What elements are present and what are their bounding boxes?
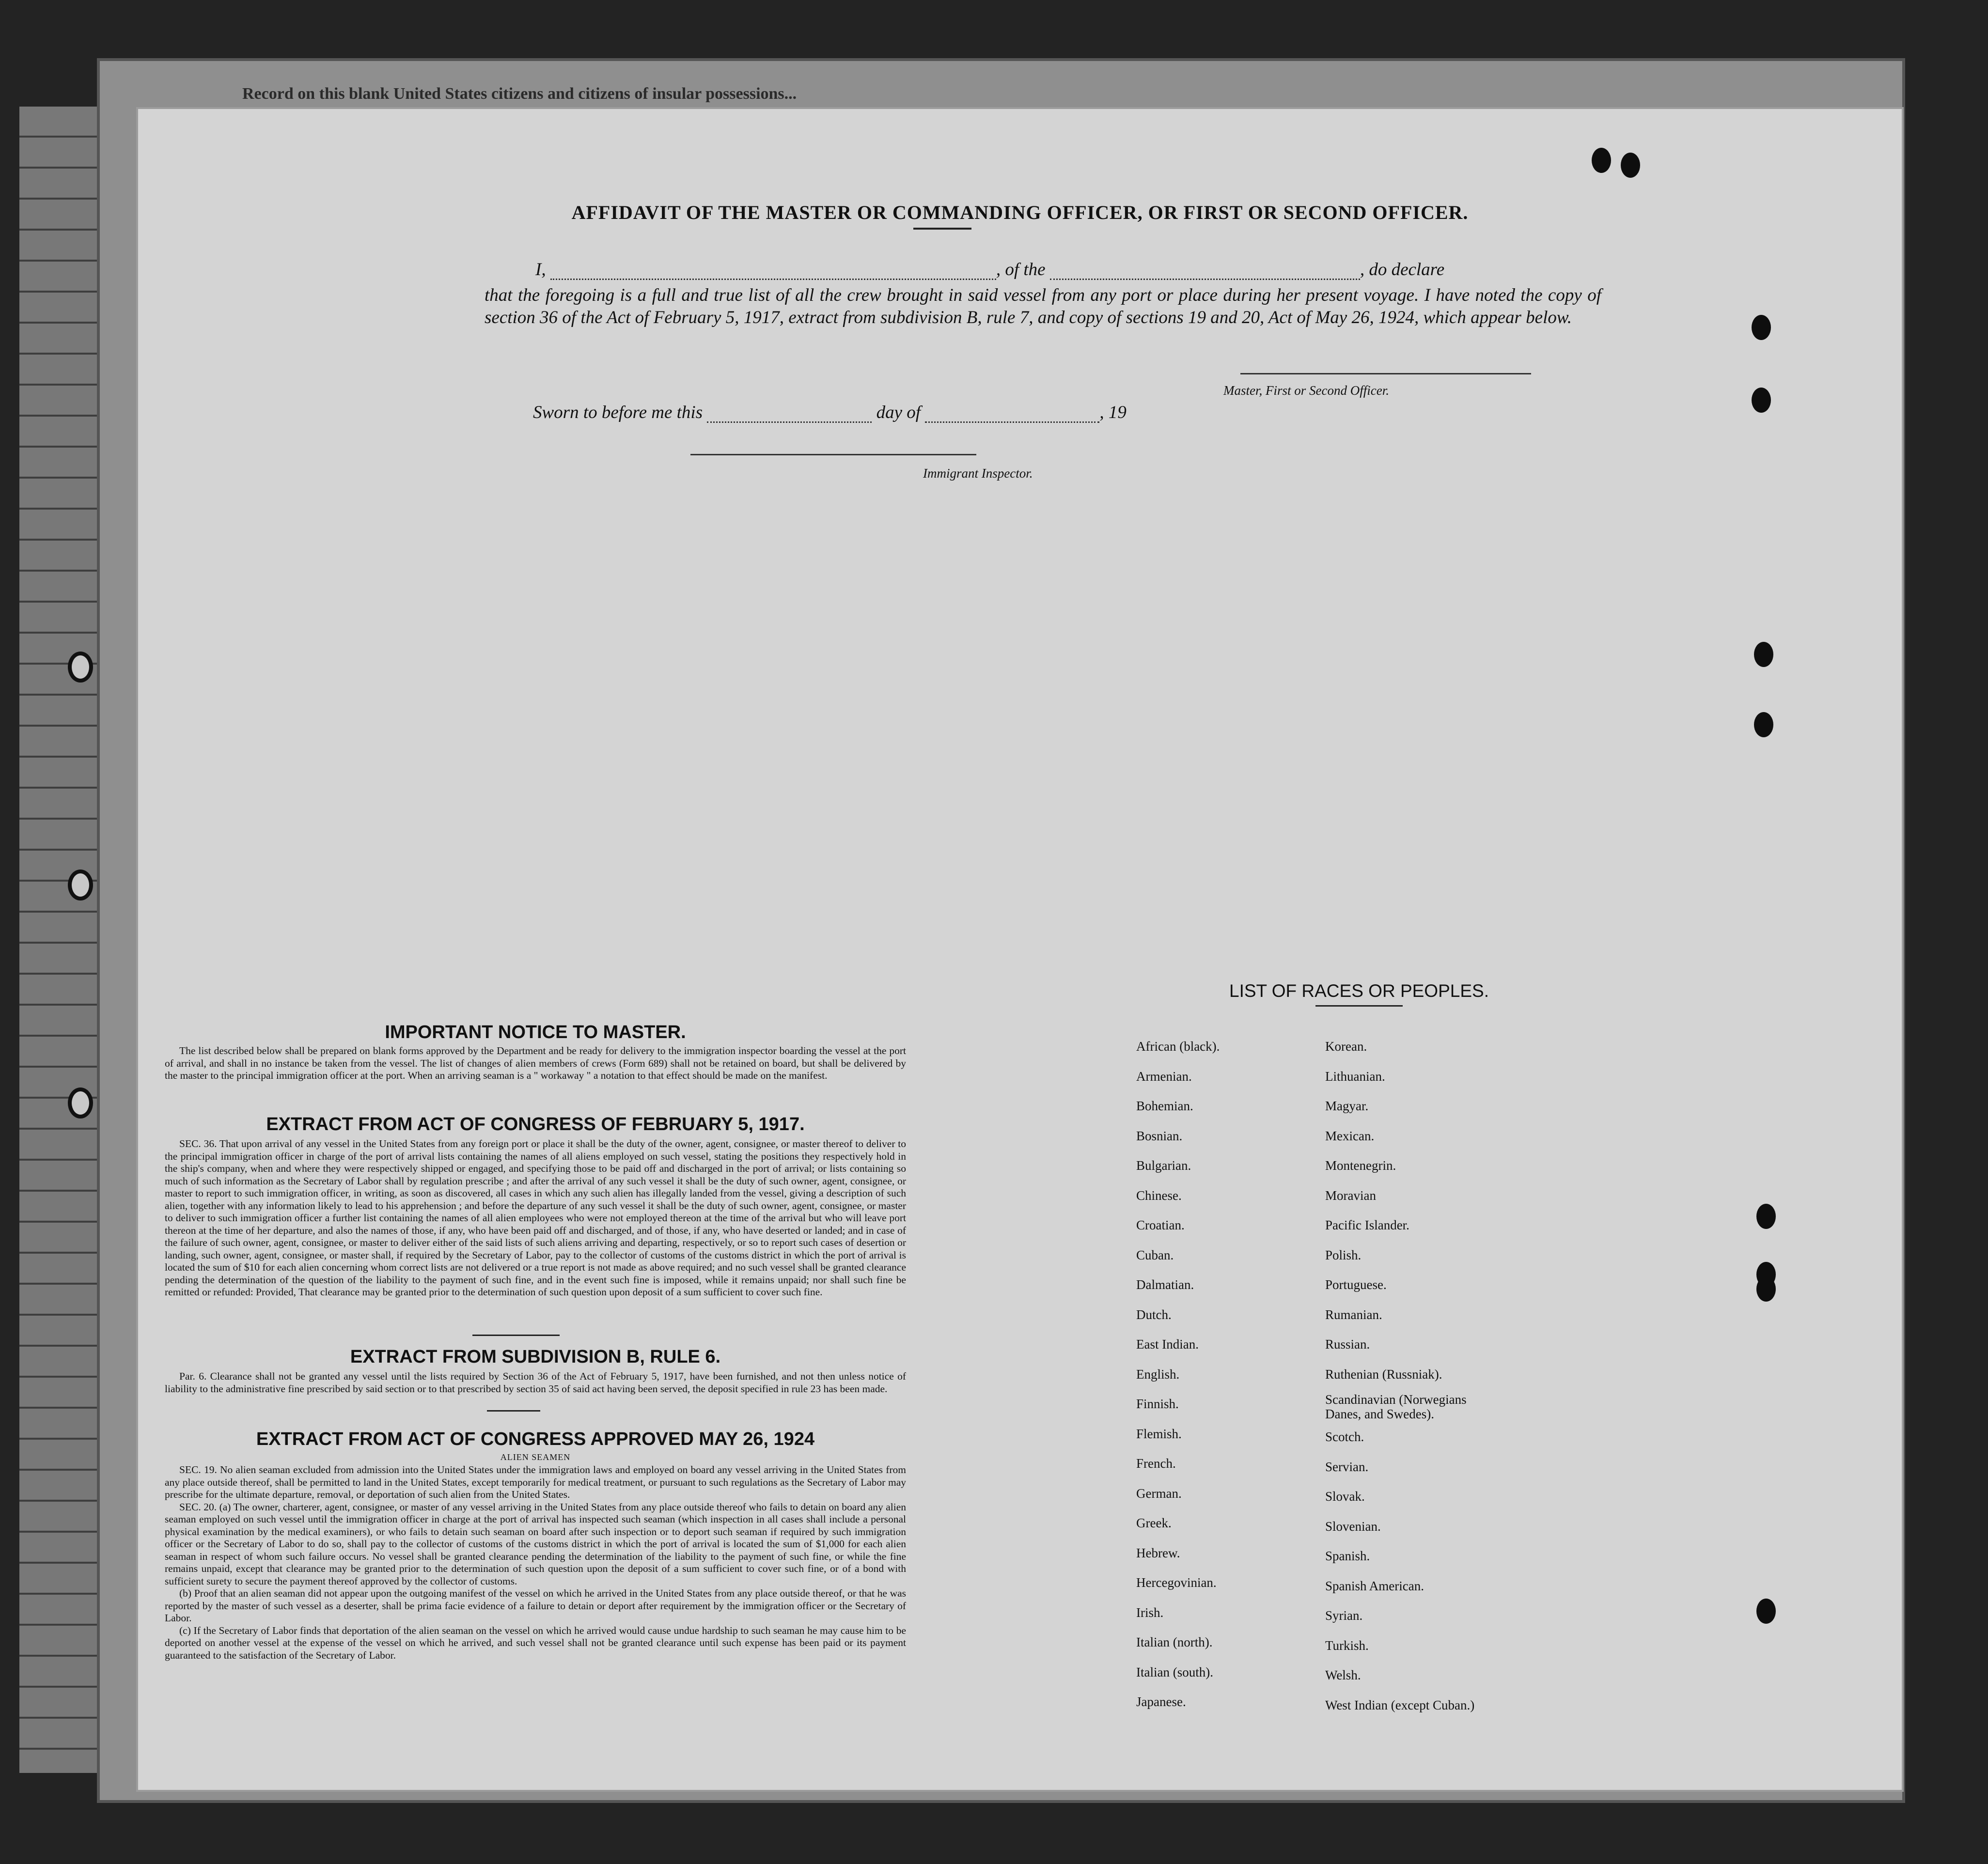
race-item: Flemish. — [1136, 1426, 1182, 1441]
race-item: East Indian. — [1136, 1337, 1199, 1351]
races-title-rule — [1315, 1005, 1403, 1007]
binder-hole — [1754, 642, 1773, 667]
binder-hole — [1752, 315, 1771, 340]
notice-title: IMPORTANT NOTICE TO MASTER. — [385, 1022, 686, 1042]
race-item: Korean. — [1325, 1039, 1367, 1054]
race-item: Ruthenian (Russniak). — [1325, 1367, 1442, 1382]
subdivision-title: EXTRACT FROM SUBDIVISION B, RULE 6. — [350, 1347, 721, 1367]
sworn-prefix: Sworn to before me this — [533, 403, 703, 422]
affidavit-body: that the foregoing is a full and true list of all the crew brought in said vessel from any port or place during her present voyage. I have noted the copy of section 36 of the Act of February 5, 1917, extract from subdivision B, rule 7, and copy of sections 19 and 20, Act of May 26, 1924, which appear below. — [485, 285, 1601, 327]
notice-text: The list described below shall be prepared on blank forms approved by the Department and be ready for delivery to the immigration inspector boarding the vessel at the port of arrival, and shall in no instance be taken from the vessel. The list of changes of alien members of crews (Form 689) shall not be retained on board, but shall be delivered by the master to the principal immigration officer at the port. When an arriving seaman is a " workaway " a notation to that effect should be made on the manifest. — [165, 1045, 906, 1081]
affidavit-page — [138, 109, 1902, 1790]
race-item: Spanish. — [1325, 1549, 1370, 1563]
race-item: African (black). — [1136, 1039, 1220, 1054]
race-item: Turkish. — [1325, 1638, 1369, 1653]
race-item: Scandinavian (Norwegians Danes, and Swedes). — [1325, 1392, 1467, 1421]
extract-1924-body — [165, 1464, 906, 1662]
race-item: Bosnian. — [1136, 1128, 1183, 1143]
extract-1917-body — [165, 1138, 906, 1299]
race-item: Rumanian. — [1325, 1307, 1382, 1322]
race-item: Greek. — [1136, 1516, 1172, 1530]
race-item: Irish. — [1136, 1605, 1164, 1620]
race-item: Montenegrin. — [1325, 1158, 1396, 1173]
sworn-line — [533, 402, 1260, 423]
race-item: Bulgarian. — [1136, 1158, 1191, 1173]
race-item: Syrian. — [1325, 1608, 1363, 1623]
race-item: Lithuanian. — [1325, 1069, 1385, 1084]
race-item: Pacific Islander. — [1325, 1218, 1409, 1232]
affidavit-title: AFFIDAVIT OF THE MASTER OR COMMANDING OFFICER, OR FIRST OR SECOND OFFICER. — [571, 202, 1469, 223]
sworn-date-field[interactable] — [707, 407, 872, 423]
binder-hole — [1756, 1204, 1776, 1229]
races-right-column — [1325, 1032, 1597, 1720]
race-item: Moravian — [1325, 1188, 1376, 1203]
race-item: Hebrew. — [1136, 1545, 1180, 1560]
inspector-signature-label: Immigrant Inspector. — [923, 466, 1033, 481]
binder-hole — [1756, 1276, 1776, 1302]
subdivision-text: Par. 6. Clearance shall not be granted any vessel until the lists required by Section 36 of the Act of February 5, 1917, have been furnished, and not then unless notice of liability to the administrative fine prescribed by said section or to that prescribed by section 35 of said act having been served, the deposit specified in rule 23 has been made. — [165, 1370, 906, 1395]
declarant-prefix: I, — [535, 260, 546, 280]
race-item: Finnish. — [1136, 1397, 1179, 1411]
race-item: Italian (north). — [1136, 1635, 1213, 1649]
race-item: Slovenian. — [1325, 1519, 1381, 1534]
extract-1917-text: SEC. 36. That upon arrival of any vessel in the United States from any foreign port or place it shall be the duty of the owner, agent, consignee, or master thereof to deliver to the principal immigration officer in charge of the port of arrival lists containing the names of all aliens employed on such vessel, stating the positions they respectively hold in the ship's company, when and where they were respectively shipped or engaged, and specifying those to be paid off and discharged in the port of arrival; or lists containing so much of such information as the Secretary of Labor shall by regulation prescribe ; and after the arrival of any such vessel it shall be the duty of such owner, agent, consignee, or master to report to such immigration officer, in writing, as soon as discovered, all cases in which any such alien has illegally landed from the vessel, giving a description of such alien, together with any information likely to lead to his apprehension ; and before the departure of any such vessel it shall be the duty of such owner, agent, consignee, or master to deliver to such immigration officer a further list containing the names of all alien employees who were not employed thereon at the time of the arrival but who will leave port thereon at the time of her departure, and also the names of those, if any, who have been paid off and discharged, and of those, if any, who have deserted or landed; and in case of the failure of such owner, agent, consignee, or master to deliver either of the said lists of such aliens arriving and departing, respectively, or so to report such cases of desertion or landing, such owner, agent, consignee, or master shall, if required by the Secretary of Labor, pay to the collector of customs of the customs district in which the port of arrival is located the sum of $10 for each alien concerning whom correct lists are not delivered or a true report is not made as above required; and no such vessel shall be granted clearance pending the determination of the question of the liability to the payment of such fine, and in the event such fine is imposed, while it remains unpaid; nor shall such fine be remitted or refunded: Provided, That clearance may be granted prior to the determination of such question upon deposit of a sum sufficient to cover such fine. — [165, 1138, 906, 1298]
race-item: Welsh. — [1325, 1668, 1361, 1682]
binder-hole — [68, 652, 93, 683]
race-item: Polish. — [1325, 1247, 1362, 1262]
race-item: Dalmatian. — [1136, 1277, 1194, 1292]
race-item: Bohemian. — [1136, 1099, 1193, 1113]
binder-hole — [1752, 388, 1771, 413]
extract-1924-subtitle: ALIEN SEAMEN — [500, 1452, 571, 1462]
binder-hole — [1621, 153, 1640, 178]
declaration-line — [535, 259, 1601, 280]
do-declare-label: , do declare — [1360, 260, 1445, 280]
notice-body — [165, 1045, 906, 1082]
section-rule — [472, 1335, 560, 1336]
sworn-year-label: , 19 — [1099, 403, 1127, 422]
binder-hole — [1754, 712, 1773, 737]
race-item: Italian (south). — [1136, 1664, 1213, 1679]
sec19-text: SEC. 19. No alien seaman excluded from admission into the United States under the immigration laws and employed on board any vessel arriving in the United States from any place outside thereof, shall be permitted to land in the United States, except temporarily for medical treatment, or pursuant to such regulations as the Secretary of Labor may prescribe for the ultimate departure, removal, or deportation of such alien from the United States. — [165, 1464, 906, 1500]
section-rule — [487, 1410, 540, 1412]
race-item: Russian. — [1325, 1337, 1370, 1351]
race-item: Portuguese. — [1325, 1277, 1387, 1292]
binder-hole — [1592, 148, 1611, 173]
sec20a-text: SEC. 20. (a) The owner, charterer, agent, consignee, or master of any vessel arriving in the United States from any place outside thereof who fails to detain on board any alien seaman employed on such vessel until the immigration officer in charge at the port of arrival has inspected such seaman (which inspection in all cases shall include a personal physical examination by the medical examiners), or who fails to detain such seaman on board after such inspection or to deport such seaman if required by such immigration officer or the Secretary of Labor to do so, shall pay to the collector of customs of the customs district in which the port of arrival is located the sum of $1,000 for each alien seaman in respect of whom such failure occurs. No vessel shall be granted clearance pending the determination of the liability to the payment of such fine, or while the fine remains unpaid, except that clearance may be granted prior to the determination of such question upon the deposit of a sum sufficient to cover such fine, or of a bond with sufficient surety to secure the payment thereof approved by the collector of customs. — [165, 1501, 906, 1587]
inspector-signature-line[interactable] — [690, 454, 976, 455]
declarant-name-field[interactable] — [550, 264, 996, 280]
binder-hole — [68, 870, 93, 901]
race-item: Mexican. — [1325, 1128, 1375, 1143]
race-item: Chinese. — [1136, 1188, 1182, 1203]
vessel-name-field[interactable] — [1050, 264, 1360, 280]
race-item: Hercegovinian. — [1136, 1575, 1217, 1590]
race-item: Scotch. — [1325, 1429, 1364, 1444]
race-item: English. — [1136, 1367, 1180, 1382]
master-signature-line[interactable] — [1240, 373, 1531, 374]
binder-hole — [1756, 1599, 1776, 1624]
extract-1917-title: EXTRACT FROM ACT OF CONGRESS OF FEBRUARY 5, 1917. — [266, 1114, 805, 1134]
underlying-sheet-title: Record on this blank United States citizens and citizens of insular possessions... — [242, 85, 797, 103]
sec20c-text: (c) If the Secretary of Labor finds that deportation of the alien seaman on the vessel on which he arrived would cause undue hardship to such seaman he may cause him to be deported on another vessel at the expense of the vessel on which he arrived, and such vessel shall not be granted clearance until such expense has been paid or its payment guaranteed to the satisfaction of the Secretary of Labor. — [165, 1624, 906, 1661]
sworn-month-field[interactable] — [925, 407, 1099, 423]
races-title: LIST OF RACES OR PEOPLES. — [1229, 981, 1489, 1001]
race-item: West Indian (except Cuban.) — [1325, 1697, 1475, 1712]
race-item: Slovak. — [1325, 1489, 1365, 1504]
race-item: Croatian. — [1136, 1218, 1185, 1232]
of-the-label: , of the — [996, 260, 1046, 280]
race-item: Dutch. — [1136, 1307, 1172, 1322]
race-item: Magyar. — [1325, 1099, 1369, 1113]
sworn-day-of-label: day of — [876, 403, 921, 422]
binder-hole — [68, 1087, 93, 1118]
race-item: French. — [1136, 1456, 1176, 1471]
race-item: Servian. — [1325, 1459, 1369, 1474]
race-item: Cuban. — [1136, 1247, 1174, 1262]
race-item: Spanish American. — [1325, 1578, 1424, 1593]
sec20b-text: (b) Proof that an alien seaman did not appear upon the outgoing manifest of the vessel on which he arrived in the United States from any place outside thereof, or that he was reported by the master of such vessel as a deserter, shall be prima facie evidence of a failure to detain or deport after requirement by the immigration officer or the Secretary of Labor. — [165, 1587, 906, 1624]
race-item: Armenian. — [1136, 1069, 1192, 1084]
subdivision-body — [165, 1370, 906, 1395]
race-item: German. — [1136, 1486, 1182, 1501]
title-rule — [913, 228, 971, 230]
extract-1924-title: EXTRACT FROM ACT OF CONGRESS APPROVED MAY 26, 1924 — [256, 1429, 815, 1449]
master-signature-label: Master, First or Second Officer. — [1223, 383, 1389, 398]
race-item: Japanese. — [1136, 1694, 1186, 1709]
